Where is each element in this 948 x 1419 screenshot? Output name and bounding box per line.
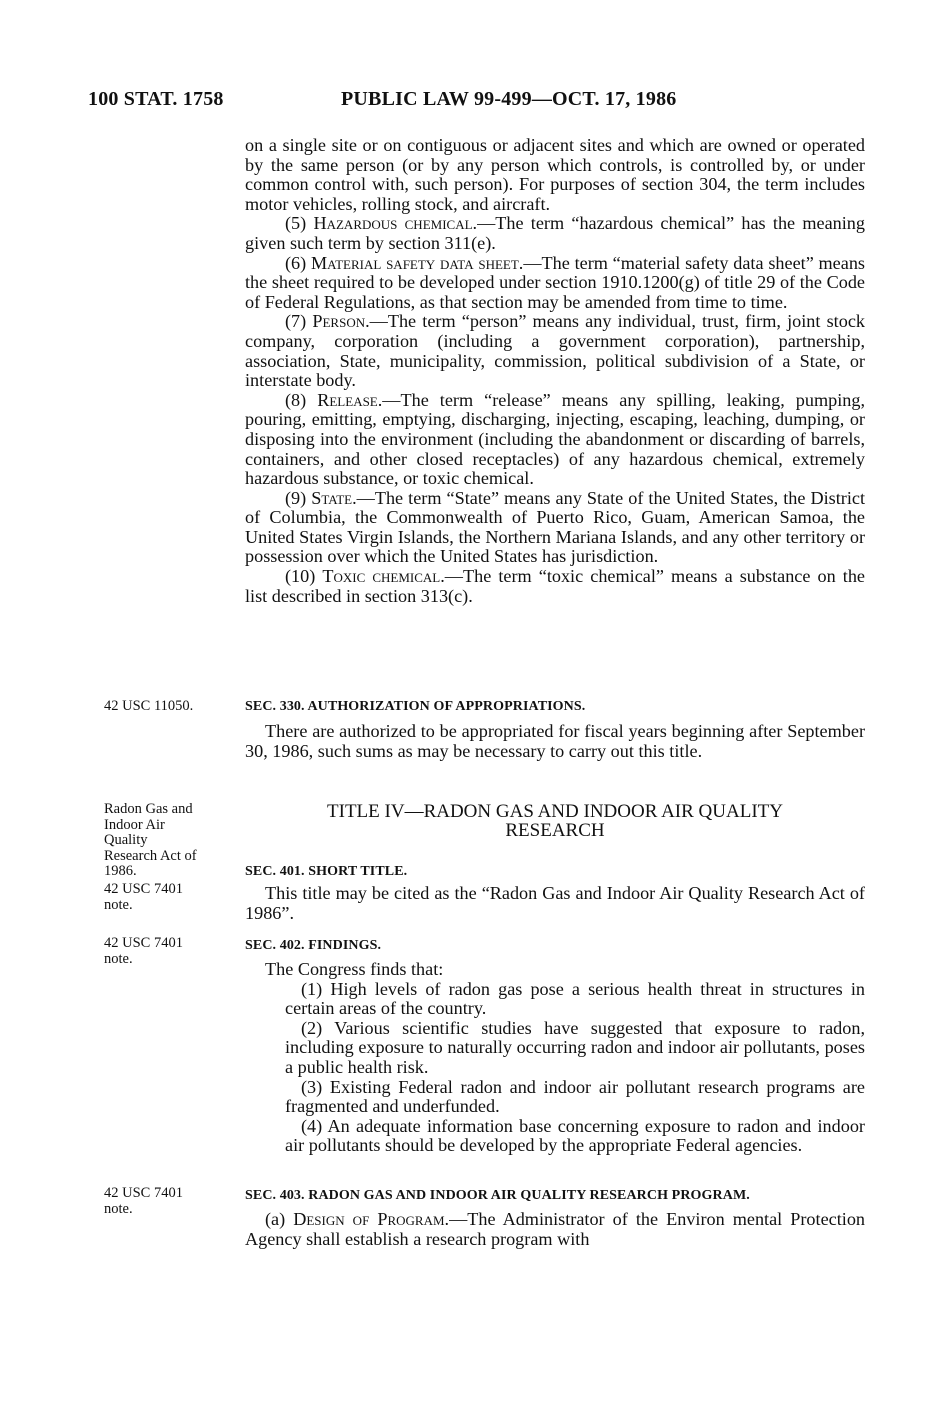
finding-4: (4) An adequate information base concerning exposure to radon and indoor air pollutants should be developed by the appropriate Federal agencies.: [285, 1115, 865, 1156]
definition-5-term: Hazardous chemical.: [313, 213, 478, 234]
definition-9-term: State.: [311, 487, 357, 508]
section-402-heading: SEC. 402. FINDINGS.: [245, 938, 382, 953]
section-402-body: [245, 960, 865, 1156]
margin-note-usc-7401-a: 42 USC 7401 note.: [104, 881, 183, 913]
section-330-body: [245, 722, 865, 761]
definition-5: (5) Hazardous chemical.—The term “hazardous chemical” has the meaning given such term by section 311(e).: [245, 213, 865, 253]
definition-continuation: on a single site or on contiguous or adjacent sites and which are owned or operated by the same person (or by any person which controls, is controlled by, or under common control with, such person). For purposes of section 304, the term includes motor vehicles, rolling stock, and aircraft.: [245, 135, 865, 214]
finding-1: (1) High levels of radon gas pose a serious health threat in structures in certain areas of the country.: [285, 978, 865, 1019]
section-403-a-heading: Design of Program.: [293, 1209, 450, 1229]
definition-6-term: Material safety data sheet.: [310, 252, 524, 273]
section-402: [245, 936, 865, 956]
section-401: [245, 862, 865, 882]
section-403: [245, 1186, 865, 1206]
finding-2: (2) Various scientific studies have suggested that exposure to radon, including exposure to naturally occurring radon and indoor air pollutants, poses a public health risk.: [285, 1017, 865, 1077]
title-iv-line-1: TITLE IV—RADON GAS AND INDOOR AIR QUALITY: [327, 801, 783, 822]
findings-intro: The Congress finds that:: [265, 959, 444, 979]
title-iv: [245, 802, 865, 840]
section-403-body: [245, 1210, 865, 1249]
title-iv-line-2: RESEARCH: [505, 820, 605, 841]
definitions-section: [245, 136, 865, 606]
definition-8-term: Release.: [317, 389, 383, 410]
margin-note-usc-7401-b: 42 USC 7401 note.: [104, 935, 183, 967]
margin-note-usc-11050: 42 USC 11050.: [104, 698, 194, 714]
section-403-a: (a) Design of Program.—The Administrator of the Environ mental Protection Agency shall establish a research program with: [245, 1209, 866, 1249]
definition-7: (7) Person.—The term “person” means any individual, trust, firm, joint stock company, corporation (including a government corporation), partnership, association, State, municipality, commission, political subdivision of a State, or interstate body.: [245, 311, 865, 391]
definition-6: (6) Material safety data sheet.—The term “material safety data sheet” means the sheet required to be developed under section 1910.1200(g) of title 29 of the Code of Federal Regulations, as that section may be amended from time to time.: [245, 252, 865, 312]
definition-9: (9) State.—The term “State” means any State of the United States, the District of Columbia, the Commonwealth of Puerto Rico, Guam, American Samoa, the United States Virgin Islands, the Northern Mariana Islands, and any other territory or possession over which the United States has jurisdiction.: [245, 487, 865, 567]
margin-note-short-title: Radon Gas and Indoor Air Quality Research Act of 1986.: [104, 801, 197, 879]
finding-3: (3) Existing Federal radon and indoor air pollutant research programs are fragmented and underfunded.: [285, 1076, 865, 1117]
definition-10-term: Toxic chemical.: [322, 566, 445, 587]
section-401-text: This title may be cited as the “Radon Gas and Indoor Air Quality Research Act of 1986”.: [245, 883, 865, 923]
definition-8: (8) Release.—The term “release” means any spilling, leaking, pumping, pouring, emitting, emptying, discharging, injecting, escaping, leaching, dumping, or disposing into the environment (including the abandonment or discarding of barrels, containers, and other closed receptacles) of any hazardous chemical, extremely hazardous substance, or toxic chemical.: [245, 389, 865, 489]
margin-note-usc-7401-c: 42 USC 7401 note.: [104, 1185, 183, 1217]
section-330-text: There are authorized to be appropriated for fiscal years beginning after September 30, 1986, such sums as may be necessary to carry out this title.: [245, 721, 865, 761]
section-330: [245, 697, 865, 717]
page-reference: 100 STAT. 1758: [88, 88, 224, 110]
definition-10: (10) Toxic chemical.—The term “toxic chemical” means a substance on the list described in section 313(c).: [245, 566, 865, 606]
section-401-body: [245, 884, 865, 923]
law-reference: PUBLIC LAW 99-499—OCT. 17, 1986: [341, 88, 677, 110]
section-401-heading: SEC. 401. SHORT TITLE.: [245, 864, 408, 879]
definition-7-term: Person.: [312, 311, 370, 332]
section-403-heading: SEC. 403. RADON GAS AND INDOOR AIR QUALITY RESEARCH PROGRAM.: [245, 1188, 750, 1203]
section-330-heading: SEC. 330. AUTHORIZATION OF APPROPRIATIONS.: [245, 699, 586, 714]
